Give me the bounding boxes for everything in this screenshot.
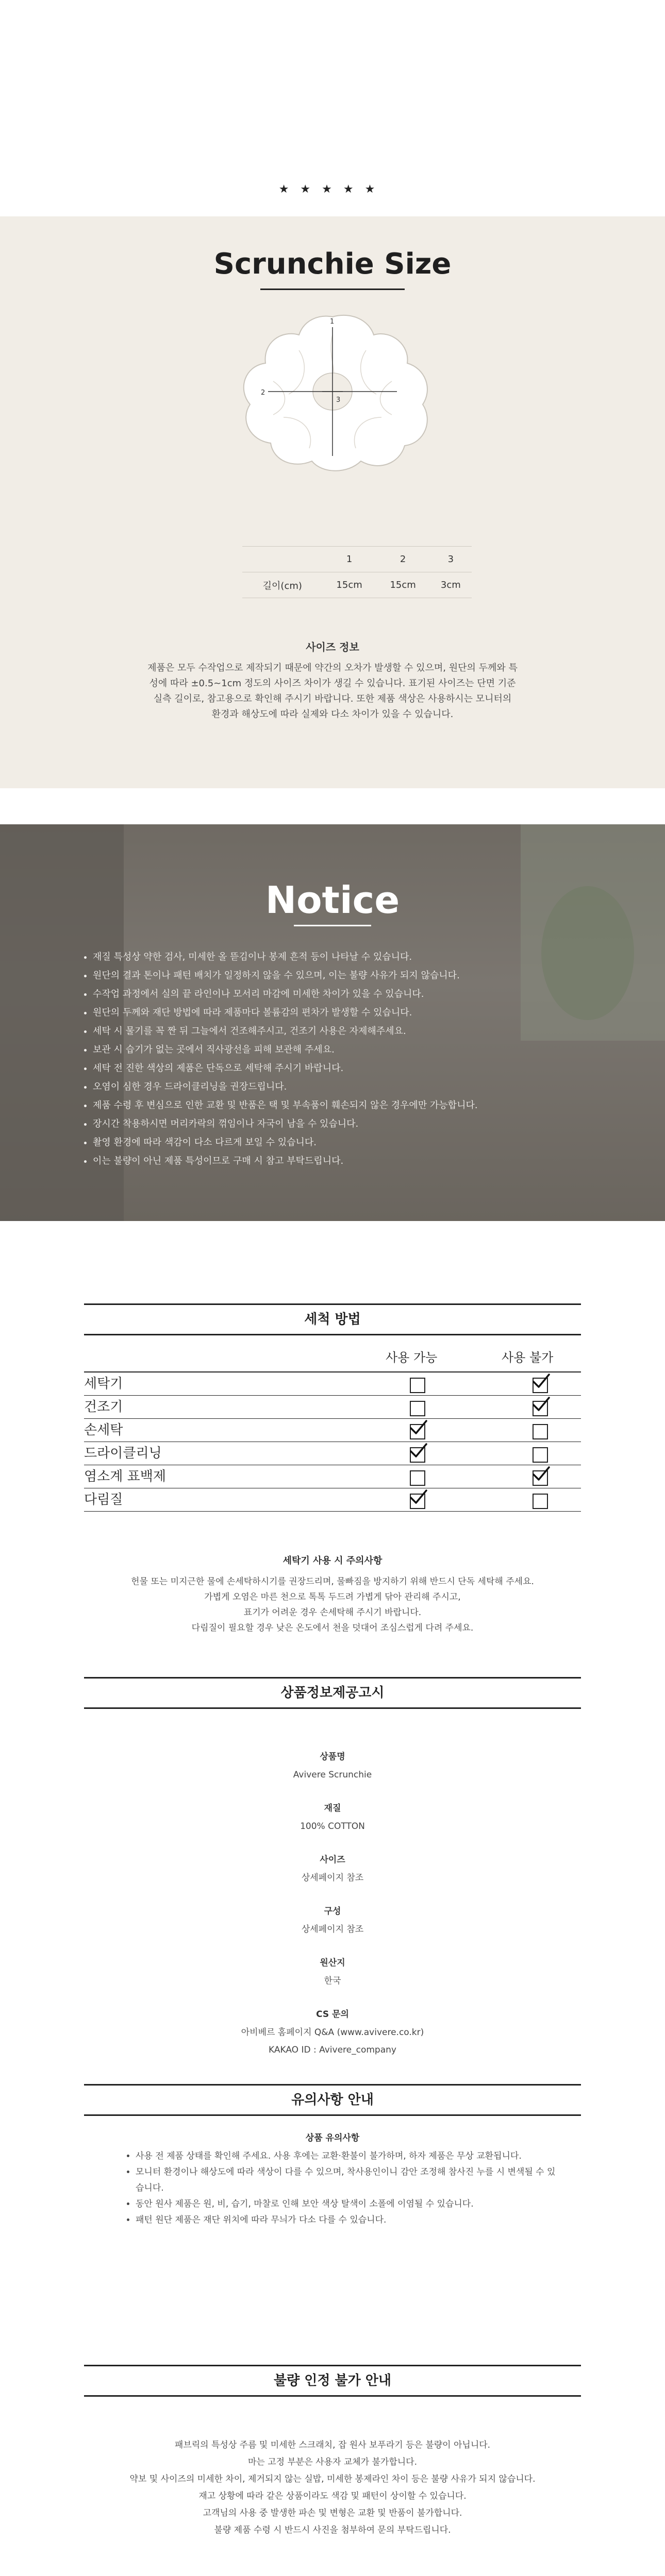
defect-title: 불량 인정 불가 안내	[84, 2365, 581, 2397]
list-item: • 모니터 환경이나 해상도에 따라 색상이 다를 수 있으며, 착사용인이니 감안 조정해 참사진 누를 시 변색될 수 있습니다.	[136, 2164, 558, 2196]
info-size: 사이즈 상세페이지 참조	[301, 1855, 364, 1883]
empty-box-icon	[410, 1470, 425, 1486]
info-composition: 구성 상세페이지 참조	[301, 1906, 364, 1935]
list-item: • 재질 특성상 약한 검사, 미세한 올 뜯김이나 봉제 흔적 등이 나타날 수 있습니다.	[93, 948, 598, 967]
checked-box-icon	[533, 1401, 548, 1416]
size-title: Scrunchie Size	[213, 247, 452, 281]
wash-method-label: 세탁기	[84, 1376, 123, 1392]
cautions-list	[126, 2148, 558, 2228]
empty-box-icon	[533, 1447, 548, 1463]
table-row: 길이(cm) 15cm 15cm 3cm	[242, 572, 472, 598]
cautions-subtitle: 상품 유의사항	[305, 2133, 360, 2143]
list-item: • 동안 원사 제품은 원, 비, 습기, 마찰로 인해 보안 색상 탈색이 소폴에 이염될 수 있습니다.	[136, 2196, 558, 2212]
size-section	[0, 216, 665, 788]
wash-row	[84, 1442, 581, 1465]
size-info: 제품은 모두 수작업으로 제작되기 때문에 약간의 오차가 발생할 수 있으며, 원단의 두께와 특 성에 따라 ±0.5~1cm 정도의 사이즈 차이가 생길 수 있습니다. 표기된 사이즈는 단면 기준 실측 길이로, 참고용으로 확인해 주시기 바랍니다. 또한 제품 색상은 사용하시는 모니터의 환경과 해상도에 따라 실제와 다소 차이가 있을 수 있습니다.	[147, 663, 518, 720]
scrunchie-diagram	[222, 304, 443, 474]
list-item: • 세탁 전 진한 색상의 제품은 단독으로 세탁해 주시기 바랍니다.	[93, 1059, 598, 1078]
col-not-usable: 사용 불가	[502, 1350, 554, 1365]
list-item: • 수작업 과정에서 실의 끝 라인이나 모서리 마감에 미세한 차이가 있을 수 있습니다.	[93, 985, 598, 1004]
list-item: • 오염이 심한 경우 드라이클리닝을 권장드립니다.	[93, 1078, 598, 1096]
wash-caution-body: 헌물 또는 미지근한 물에 손세탁하시기를 권장드리며, 물빠짐을 방지하기 위해 반드시 단독 세탁해 주세요. 가볍게 오염은 마른 천으로 톡톡 두드려 가볍게 닦아 관리해 주시고, 표기가 어려운 경우 손세탁해 주시기 바랍니다. 다림질이 필요할 경우 낮은 온도에서 천을 덧대어 조심스럽게 다려 주세요.	[131, 1577, 534, 1633]
size-table	[242, 546, 472, 598]
wash-method-label: 손세탁	[84, 1422, 123, 1438]
checked-box-icon	[533, 1378, 548, 1393]
wash-row	[84, 1419, 581, 1442]
empty-box-icon	[533, 1424, 548, 1439]
notice-title: Notice	[265, 878, 400, 922]
list-item: • 원단의 두께와 재단 방법에 따라 제품마다 볼륨감의 편차가 발생할 수 있습니다.	[93, 1004, 598, 1022]
wash-method-label: 건조기	[84, 1399, 123, 1415]
size-info-title: 사이즈 정보	[306, 641, 359, 653]
info-product-name: 상품명 Avivere Scrunchie	[293, 1752, 372, 1780]
empty-box-icon	[410, 1401, 425, 1416]
wash-method-label: 드라이클리닝	[84, 1446, 162, 1461]
kakao-id: KAKAO ID : Avivere_company	[269, 2045, 396, 2055]
list-item: • 제품 수령 후 변심으로 인한 교환 및 반품은 택 및 부속품이 훼손되지 않은 경우에만 가능합니다.	[93, 1096, 598, 1115]
list-item: • 장시간 착용하시면 머리카락의 꺾임이나 자국이 남을 수 있습니다.	[93, 1115, 598, 1133]
diagram-label-1: 1	[330, 318, 335, 326]
wash-section-title: 세척 방법	[84, 1303, 581, 1335]
checked-box-icon	[533, 1470, 548, 1486]
col-usable: 사용 가능	[386, 1350, 438, 1365]
empty-box-icon	[410, 1378, 425, 1393]
wash-row	[84, 1396, 581, 1419]
info-origin: 원산지 한국	[320, 1958, 345, 1986]
wash-row	[84, 1465, 581, 1488]
list-item: • 보관 시 습기가 없는 곳에서 직사광선을 피해 보관해 주세요.	[93, 1041, 598, 1059]
diagram-label-3: 3	[336, 396, 341, 404]
list-item: • 세탁 시 물기를 꼭 짠 뒤 그늘에서 건조해주시고, 건조기 사용은 자제해주세요.	[93, 1022, 598, 1041]
wash-row	[84, 1488, 581, 1512]
cautions-title: 유의사항 안내	[84, 2084, 581, 2116]
info-material: 재질 100% COTTON	[300, 1803, 365, 1832]
diagram-label-2: 2	[261, 389, 265, 397]
wash-caution-title: 세탁기 사용 시 주의사항	[282, 1555, 383, 1566]
title-underline	[294, 925, 371, 926]
checked-box-icon	[410, 1494, 425, 1509]
list-item: • 원단의 결과 톤이나 패턴 배치가 일정하지 않을 수 있으며, 이는 불량 사유가 되지 않습니다.	[93, 967, 598, 985]
list-item: • 사용 전 제품 상태를 확인해 주세요. 사용 후에는 교환·환불이 불가하며, 하자 제품은 무상 교환됩니다.	[136, 2148, 558, 2164]
wash-method-label: 염소계 표백제	[84, 1469, 166, 1484]
title-underline	[260, 289, 405, 290]
info-cs: CS 문의 아비베르 홈페이지 Q&A (www.avivere.co.kr) KAKAO ID : Avivere_company	[0, 2007, 665, 2058]
empty-box-icon	[533, 1494, 548, 1509]
checked-box-icon	[410, 1424, 425, 1439]
notice-section	[0, 824, 665, 1221]
table-row: 1 2 3	[242, 547, 472, 572]
list-item: • 패턴 원단 제품은 재단 위치에 따라 무늬가 다소 다를 수 있습니다.	[136, 2212, 558, 2228]
defect-body: 패브릭의 특성상 주름 및 미세한 스크래치, 잡 원사 보푸라기 등은 불량이 아닙니다. 마는 고정 부분은 사용자 교체가 불가합니다. 약보 및 사이즈의 미세한 차이, 제거되지 않는 실밥, 미세한 봉제라인 차이 등은 불량 사유가 되지 않습니다. 재고 상황에 따라 같은 상품이라도 색감 및 패턴이 상이할 수 있습니다. 고객님의 사용 중 발생한 파손 및 변형은 교환 및 반품이 불가합니다. 불량 제품 수령 시 반드시 사진을 첨부하여 문의 부탁드립니다.	[129, 2440, 536, 2535]
wash-row	[84, 1371, 581, 1396]
list-item: • 이는 불량이 아닌 제품 특성이므로 구매 시 참고 부탁드립니다.	[93, 1152, 598, 1171]
wash-method-label: 다림질	[84, 1492, 123, 1507]
checked-box-icon	[410, 1447, 425, 1463]
product-info-title: 상품정보제공고시	[84, 1677, 581, 1709]
notice-list	[82, 948, 598, 1171]
list-item: • 촬영 환경에 따라 색감이 다소 다르게 보일 수 있습니다.	[93, 1133, 598, 1152]
star-divider: ★★★★★	[278, 183, 387, 196]
wash-table	[84, 1371, 581, 1512]
